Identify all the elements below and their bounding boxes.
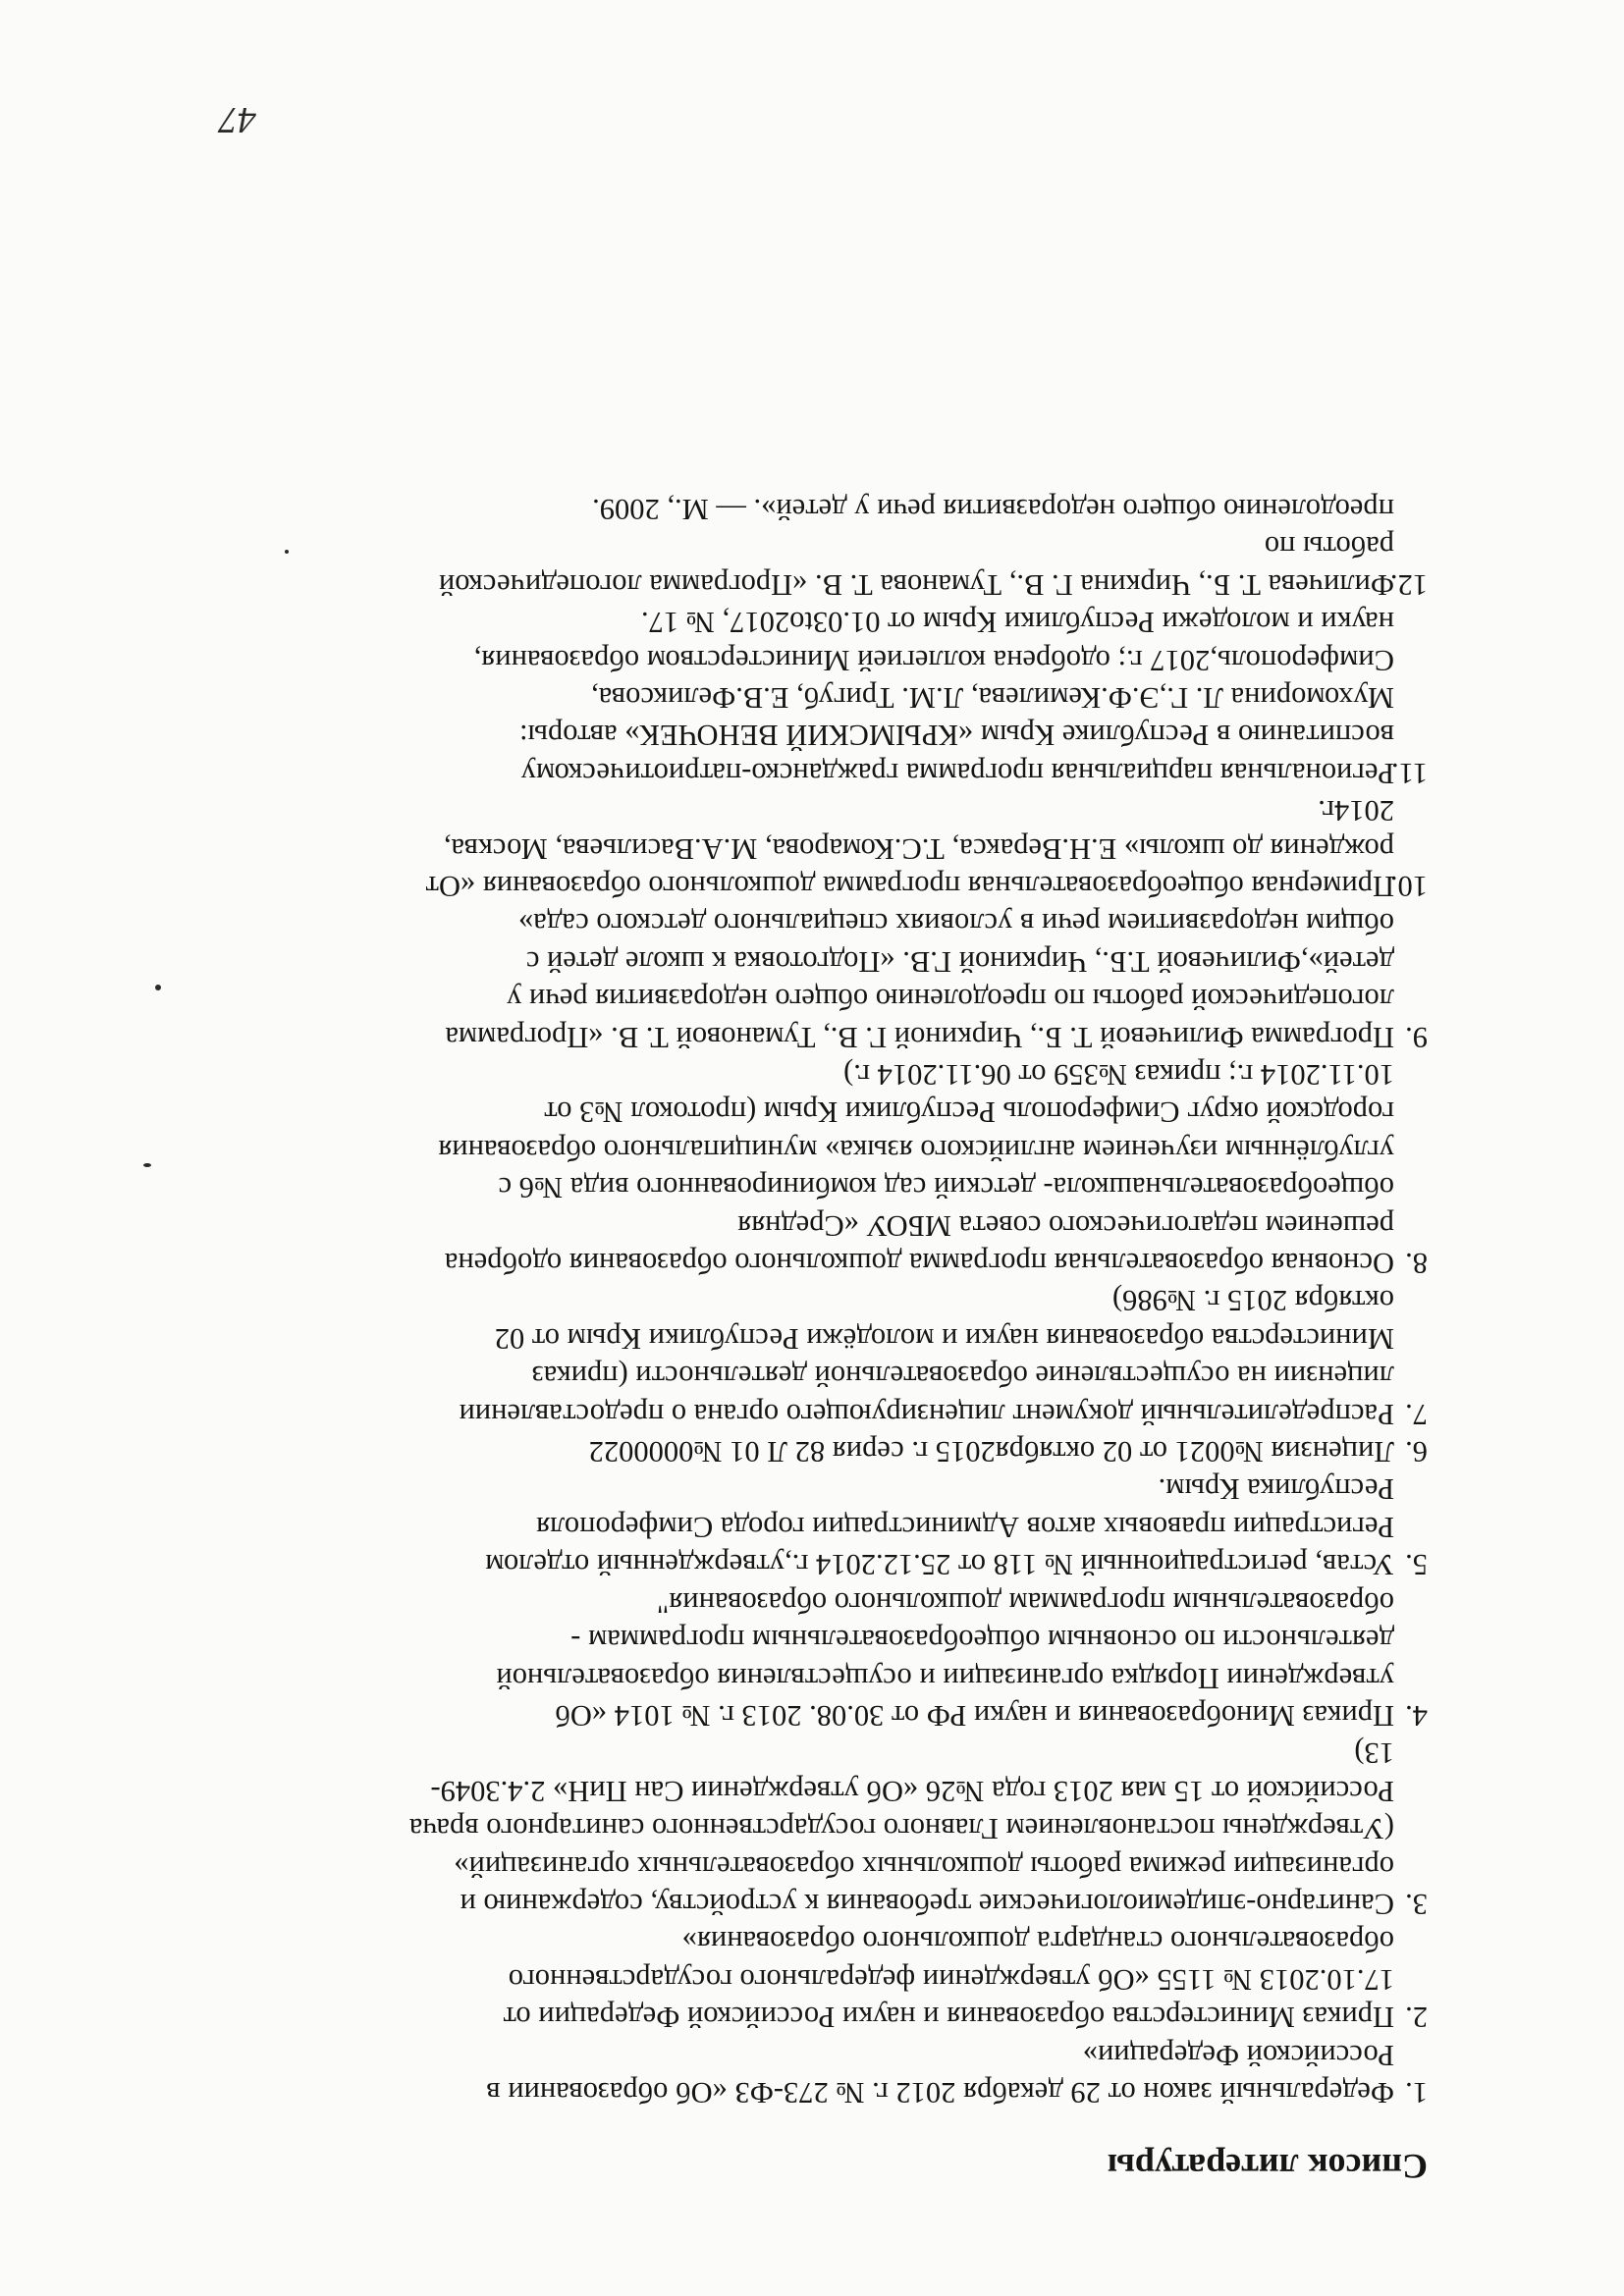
reference-text-line: Министерства образования науки и молодёжи Республики Крым от 02: [494, 1321, 1394, 1356]
reference-number: 8.: [1405, 1247, 1428, 1281]
reference-text-line: городской округ Симферополь Республики Крым (протокол №3 от: [544, 1095, 1394, 1130]
reference-item: [161, 905, 1428, 1056]
reference-text-line: решением педагогического совета МБОУ «Средняя: [737, 1208, 1394, 1243]
reference-item: [161, 491, 1428, 604]
reference-text-line: работы по: [1264, 530, 1394, 564]
reference-number: 4.: [1405, 1698, 1428, 1733]
reference-item: [161, 1282, 1428, 1433]
reference-number: 6.: [1405, 1435, 1428, 1469]
reference-text-line: утверждении Порядка организации и осуществления образовательной: [496, 1661, 1394, 1695]
reference-text-line: Мухоморина Л. Г.,Э.Ф.Кемилева, Л.М. Тригуб, Е.В.Феликсова,: [591, 680, 1394, 715]
reference-text-line: Распределительный документ лицензирующего органа о предоставлении: [459, 1397, 1394, 1431]
reference-text-line: Филичева Т. Б., Чиркина Г. В., Туманова Т. В. «Программа логопедической: [438, 567, 1394, 602]
reference-text-line: науки и молодежи Республики Крым от 01.03to2017, № 17.: [641, 606, 1394, 640]
reference-item: [161, 1735, 1428, 1923]
reference-item: [161, 604, 1428, 792]
document-body: [161, 491, 1428, 2188]
reference-number: 1.: [1405, 2076, 1428, 2109]
scan-speck: [155, 985, 161, 990]
reference-text-line: рождения до школы» Е.Н.Веракса, Т.С.Комарова, М.А.Васильева, Москва,: [443, 831, 1394, 866]
reference-text-line: 10.11.2014 г.; приказ №359 от 06.11.2014 г.): [843, 1058, 1394, 1093]
reference-text-line: 2014г.: [1318, 794, 1394, 828]
reference-text-line: организации режима работы дошкольных образовательных организаций»: [454, 1849, 1394, 1884]
reference-text-line: общеобразовательнашкола- детский сад комбинированного вида №6 с: [498, 1171, 1394, 1205]
reference-item: [161, 1583, 1428, 1735]
reference-text-line: Лицензия №0021 от 02 октября2015 г. серия 82 Л 01 №0000022: [588, 1435, 1394, 1469]
reference-text-line: деятельности по основным общеобразовательным программам -: [570, 1624, 1394, 1658]
reference-text-line: углублённым изучением английского языка» муниципального образования: [438, 1133, 1394, 1167]
page-number: 47: [219, 99, 256, 140]
reference-text-line: Российской от 15 мая 2013 года №26 «Об утверждении Сан ПиН» 2.4.3049-: [430, 1774, 1394, 1808]
reference-number: 11.: [1391, 756, 1428, 790]
reference-text-line: Программа Филичевой Т. Б., Чиркиной Г. В., Тумановой Т. В. «Программа: [445, 1020, 1394, 1054]
reference-text-line: Федеральный закон от 29 декабря 2012 г. № 273-ФЗ «Об образовании в: [486, 2076, 1394, 2109]
scan-speck: [285, 550, 289, 554]
reference-text-line: воспитанию в Республике Крым «КРЫМСКИЙ ВЕНОЧЕК» авторы:: [519, 719, 1394, 753]
reference-text-line: Российской Федерации»: [1082, 2038, 1394, 2072]
reference-number: 9.: [1405, 1020, 1428, 1054]
scan-speck: [143, 1163, 151, 1167]
reference-text-line: (Утверждены постановлением Главного государственного санитарного врача: [408, 1812, 1394, 1846]
reference-text-line: Приказ Минобразования и науки РФ от 30.08. 2013 г. № 1014 «Об: [555, 1698, 1394, 1733]
reference-item: [161, 1923, 1428, 2036]
reference-text-line: образовательным программам дошкольного образования": [656, 1585, 1394, 1620]
reference-number: 2.: [1405, 2001, 1428, 2035]
reference-item: [161, 2036, 1428, 2111]
reference-text-line: Примерная общеобразовательная программа дошкольного образования «От: [425, 870, 1394, 903]
reference-text-line: общим недоразвитием речи в условиях специального детского сада»: [518, 907, 1394, 941]
reference-text-line: детей»,Филичевой Т.Б., Чиркиной Г.В. «Подготовка к школе детей с: [525, 944, 1394, 979]
reference-text-line: образовательного стандарта дошкольного образования»: [681, 1925, 1394, 1959]
reference-number: 5.: [1405, 1548, 1428, 1582]
reference-text-line: преодолению общего недоразвития речи у детей». — М., 2009.: [592, 492, 1394, 526]
reference-text-line: Санитарно-эпидемиологические требования к устройству, содержанию и: [460, 1887, 1394, 1921]
document-heading: Список литературы: [1107, 2147, 1428, 2186]
reference-item: [161, 792, 1428, 905]
reference-text-line: Основная образовательная программа дошкольного образования одобрена: [444, 1247, 1394, 1281]
reference-text-line: Региональная парциальная программа гражданско-патриотическому: [520, 756, 1394, 790]
reference-item: [161, 1433, 1428, 1470]
reference-text-line: лицензии на осуществление образовательной деятельности (приказ: [531, 1360, 1394, 1394]
reference-number: 12.: [1389, 567, 1428, 602]
reference-text-line: Устав, регистрационный № 118 от 25.12.2014 г.,утвержденный отделом: [485, 1548, 1394, 1582]
reference-text-line: 13): [1354, 1736, 1394, 1771]
reference-text-line: октября 2015 г. №986): [1112, 1284, 1394, 1318]
reference-text-line: Регистрации правовых актов Администрации города Симферополя: [536, 1510, 1394, 1544]
reference-number: 10.: [1389, 870, 1428, 903]
reference-number: 3.: [1405, 1887, 1428, 1921]
reference-number: 7.: [1405, 1397, 1428, 1431]
reference-text-line: Приказ Министерства образования и науки Российской Федерации от: [503, 2001, 1394, 2035]
reference-list: [161, 491, 1428, 2111]
reference-item: [161, 1056, 1428, 1282]
reference-text-line: логопедической работы по преодолению общего недоразвития речи у: [507, 983, 1394, 1017]
reference-text-line: 17.10.2013 № 1155 «Об утверждении федерального государственного: [508, 1962, 1394, 1997]
reference-item: [161, 1470, 1428, 1583]
reference-text-line: Симферополь,2017 г.; одобрена коллегией Министерством образования,: [473, 643, 1394, 677]
reference-text-line: Республика Крым.: [1158, 1472, 1394, 1507]
